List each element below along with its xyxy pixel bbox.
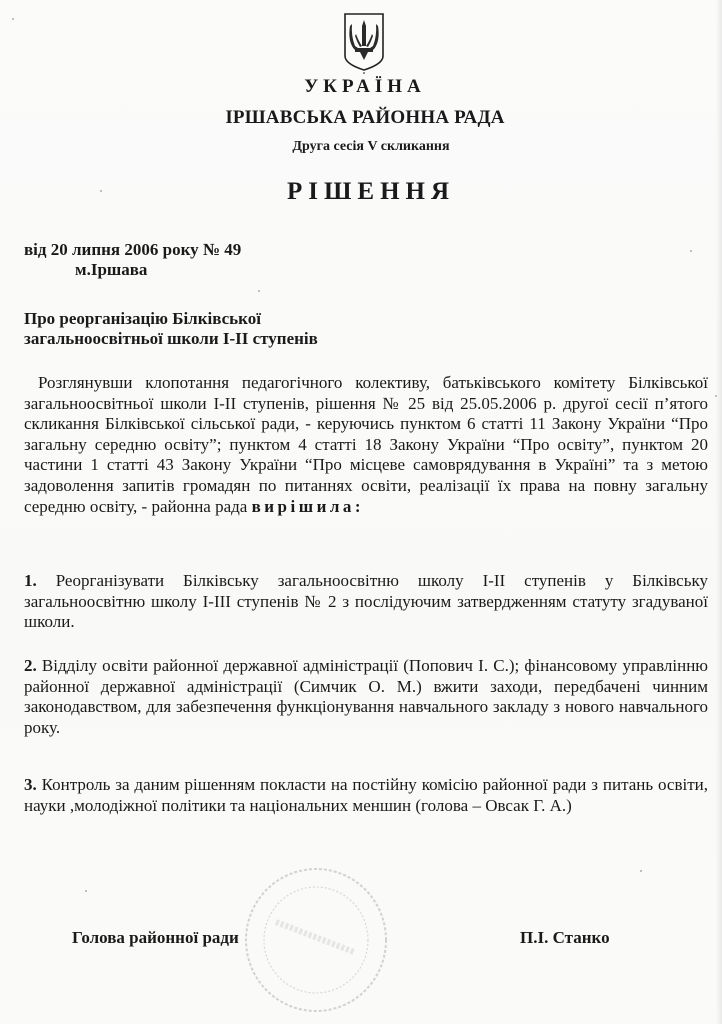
preamble-paragraph xyxy=(24,373,708,517)
preamble-text: Розглянувши клопотання педагогічного колективу, батьківського комітету Білківської загальноосвітньої школи І-ІІ ступенів, рішення № 25 від 25.05.2006 р. другої сесії п’ятого скликання Білківської сільської ради, - керуючись пунктом 6 статті 11 Закону України “Про загальну середню освіту”; пунктом 4 статті 18 Закону України “Про освіту”, пунктом 20 частини 1 статті 43 Закону України “Про місцеве самоврядування в Україні” та з метою задоволення запитів громадян по питаннях освіти, реалізації їх права на повну загальну середню освіту, - районна рада xyxy=(24,373,708,516)
scan-speck xyxy=(690,250,692,252)
council-heading: ІРШАВСЬКА РАЙОННА РАДА xyxy=(225,107,505,128)
scan-speck xyxy=(258,290,260,292)
item-number: 2. xyxy=(24,656,37,675)
item-number: 1. xyxy=(24,571,37,590)
decision-item-3 xyxy=(24,775,708,816)
scan-speck xyxy=(100,190,102,192)
decision-subject xyxy=(24,309,318,349)
scan-speck xyxy=(85,890,87,892)
subject-line-2: загальноосвітньої школи І-ІІ ступенів xyxy=(24,329,318,348)
resolved-keyword: вирішила: xyxy=(251,496,365,516)
scan-edge-shadow xyxy=(716,0,722,1024)
scan-speck xyxy=(640,870,642,872)
session-subheading: Друга сесія V скликання xyxy=(292,139,450,154)
decision-city: м.Іршава xyxy=(75,260,148,279)
signatory-name: П.І. Станко xyxy=(520,928,610,947)
decision-item-1 xyxy=(24,571,708,633)
country-heading: УКРАЇНА xyxy=(304,76,426,97)
item-text: Відділу освіти районної державної адміністрації (Попович І. С.); фінансовому управлінню районної державної адміністрації (Симчик О. М.) вжити заходи, передбачені чинним законодавством, для забезпечення функціонування навчального закладу з нового навчального року. xyxy=(24,656,708,737)
scan-speck xyxy=(12,18,14,20)
document-title: РІШЕННЯ xyxy=(286,178,456,205)
official-seal-stamp-icon xyxy=(242,866,390,1014)
subject-line-1: Про реорганізацію Білківської xyxy=(24,309,261,328)
signatory-position: Голова районної ради xyxy=(72,928,239,947)
item-number: 3. xyxy=(24,775,37,794)
item-text: Реорганізувати Білківську загальноосвітню школу І-ІІ ступенів у Білківську загальноосвітню школу І-ІІІ ступенів № 2 з послідуючим затвердженням статуту згадуваної школи. xyxy=(24,571,708,632)
coat-of-arms-icon xyxy=(343,12,385,74)
item-text: Контроль за даним рішенням покласти на постійну комісію районної ради з питань освіти, науки ,молодіжної політики та національних меншин (голова – Овсак Г. А.) xyxy=(24,775,708,815)
decision-item-2 xyxy=(24,656,708,738)
decision-date-number: від 20 липня 2006 року № 49 xyxy=(24,240,242,259)
